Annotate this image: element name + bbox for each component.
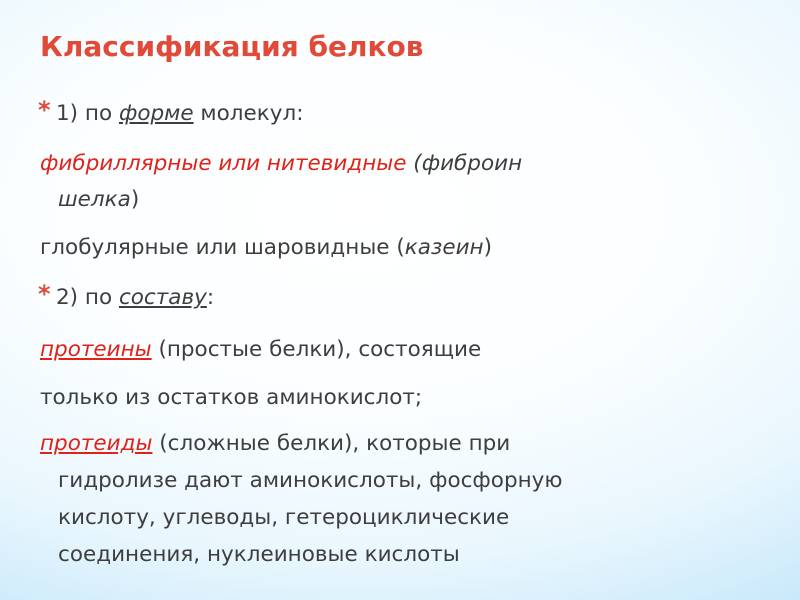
section2-prefix: 2) по [56, 285, 119, 310]
fibrillar-close: ) [130, 187, 140, 212]
section2-keyword: составу [118, 285, 207, 310]
globular-example: казеин [404, 235, 484, 260]
proteins-rest: (простые белки), состоящие [151, 337, 482, 362]
fibrillar-example: шелка [58, 187, 131, 212]
fibrillar-term: фибриллярные или нитевидные [40, 151, 407, 176]
section1-heading [56, 98, 303, 130]
section1-keyword: форме [118, 101, 194, 126]
proteids-line1 [40, 428, 510, 460]
proteins-line1 [40, 334, 481, 366]
slide-title: Классификация белков [40, 30, 424, 63]
section2-suffix: : [206, 285, 215, 310]
section1-prefix: 1) по [56, 101, 119, 126]
fibrillar-line2 [58, 184, 139, 216]
fibrillar-line1 [40, 148, 522, 180]
proteins-line2: только из остатков аминокислот; [40, 385, 423, 410]
bullet-icon: * [38, 280, 51, 308]
proteids-line4: соединения, нуклеиновые кислоты [58, 542, 460, 567]
proteids-line2: гидролизе дают аминокислоты, фосфорную [58, 468, 563, 493]
globular-close: ) [483, 235, 493, 260]
proteids-term: протеиды [40, 431, 153, 456]
globular-line [40, 232, 492, 264]
proteids-rest: (сложные белки), которые при [152, 431, 511, 456]
proteins-term: протеины [40, 337, 152, 362]
globular-term: глобулярные или шаровидные ( [40, 235, 405, 260]
proteids-line3: кислоту, углеводы, гетероциклические [58, 505, 510, 530]
bullet-icon: * [38, 96, 51, 124]
fibrillar-rest: (фиброин [406, 151, 523, 176]
section2-heading [56, 282, 214, 314]
section1-suffix: молекул: [193, 101, 304, 126]
